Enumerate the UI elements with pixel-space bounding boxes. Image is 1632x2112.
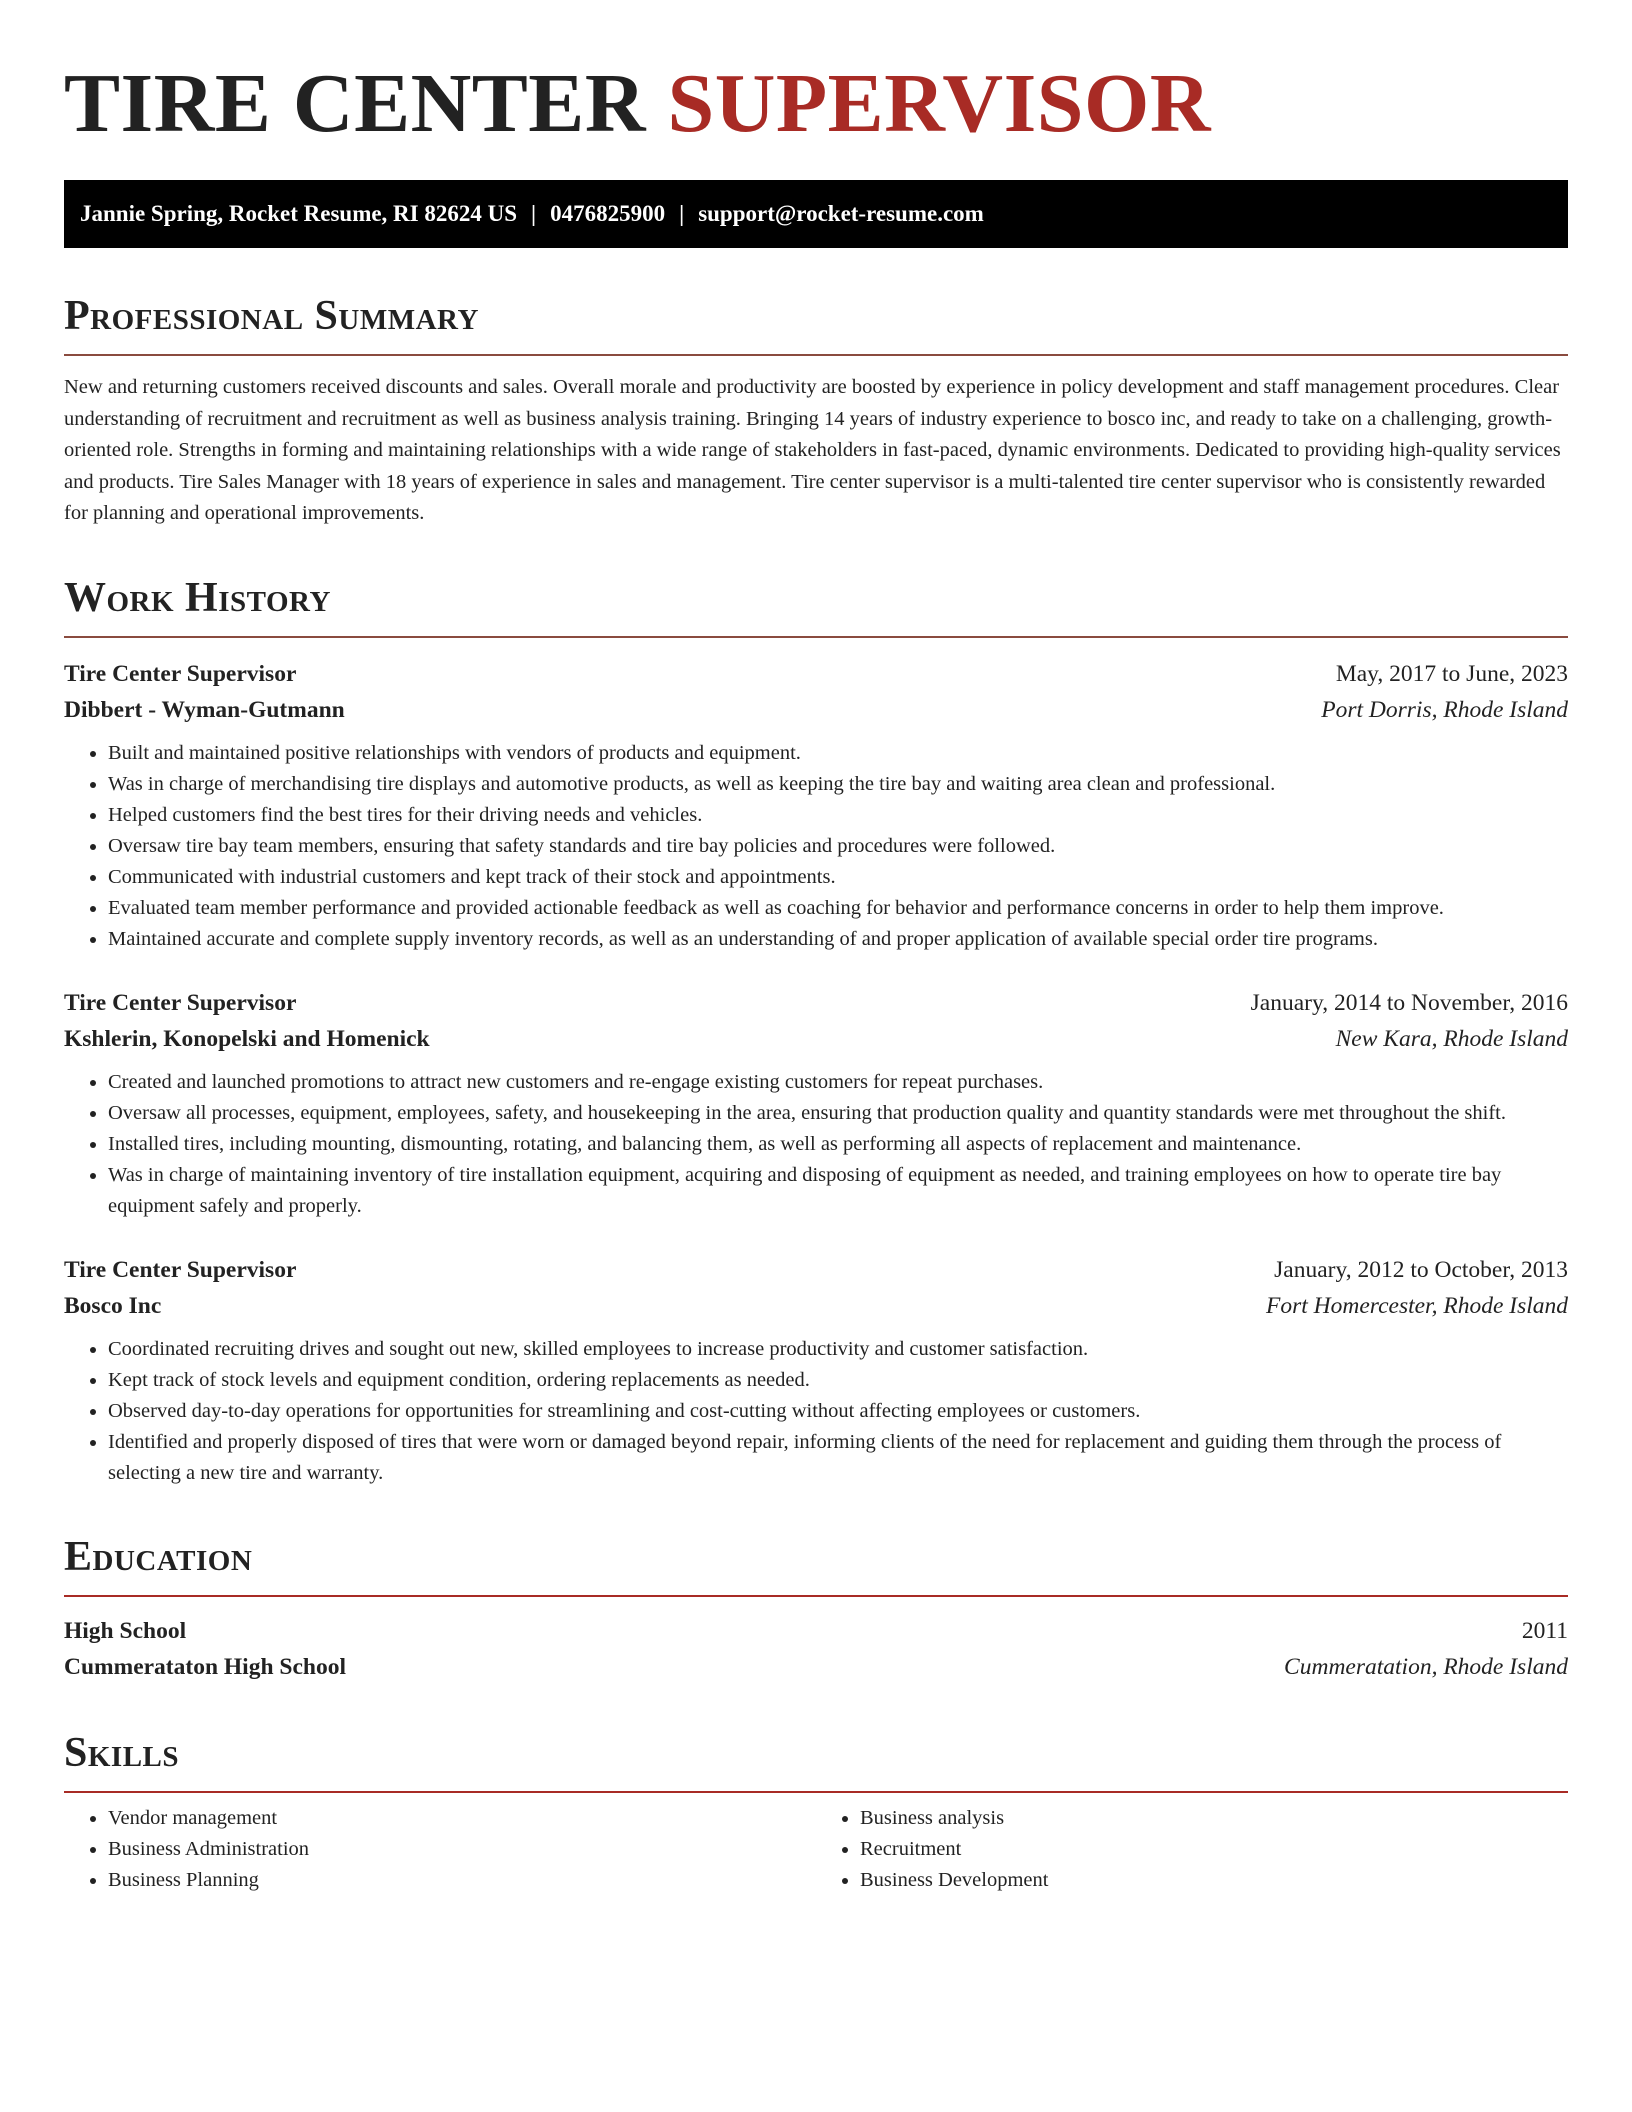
job-company: Dibbert - Wyman-Gutmann	[64, 696, 345, 723]
job-bullet: • Kept track of stock levels and equipment condition, ordering replacements as needed.	[108, 1365, 1568, 1396]
job-bullet: • Coordinated recruiting drives and sought out new, skilled employees to increase productivity and customer satisfaction.	[108, 1334, 1568, 1365]
education-degree: High School	[64, 1617, 187, 1644]
job-company: Bosco Inc	[64, 1292, 162, 1319]
job-title: Tire Center Supervisor	[64, 989, 297, 1016]
job-bullet: • Was in charge of maintaining inventory of tire installation equipment, acquiring and disposing of equipment as needed, and training employees on how to operate tire bay equipment safely and properly.	[108, 1160, 1568, 1222]
job-company: Kshlerin, Konopelski and Homenick	[64, 1025, 430, 1052]
job-location: Port Dorris, Rhode Island	[1321, 696, 1568, 723]
job-title: Tire Center Supervisor	[64, 1256, 297, 1283]
contact-separator: |	[679, 201, 685, 226]
skills-column-left	[64, 1803, 816, 1896]
education-entry	[64, 1613, 1568, 1685]
job-bullet: • Helped customers find the best tires for their driving needs and vehicles.	[108, 800, 1568, 831]
contact-phone: 0476825900	[550, 201, 666, 226]
summary-heading: Professional Summary	[64, 292, 1568, 356]
skills-column-right	[816, 1803, 1568, 1896]
job-bullets	[64, 738, 1568, 955]
job-bullet: • Installed tires, including mounting, dismounting, rotating, and balancing them, as well as performing all aspects of replacement and maintenance.	[108, 1129, 1568, 1160]
job-bullet: • Created and launched promotions to attract new customers and re-engage existing customers for repeat purchases.	[108, 1067, 1568, 1098]
job-bullet: • Identified and properly disposed of tires that were worn or damaged beyond repair, informing clients of the need for replacement and guiding them through the process of selecting a new tire and warranty.	[108, 1427, 1568, 1489]
job-dates: January, 2012 to October, 2013	[1274, 1256, 1568, 1283]
skill-item: • Vendor management	[108, 1803, 816, 1834]
skills-section	[64, 1729, 1568, 1896]
job-bullet: • Oversaw all processes, equipment, employees, safety, and housekeeping in the area, ensuring that production quality and quantity standards were met throughout the shift.	[108, 1098, 1568, 1129]
summary-section	[64, 292, 1568, 530]
contact-bar	[64, 180, 1568, 248]
summary-text: New and returning customers received discounts and sales. Overall morale and productivity are boosted by experience in policy development and staff management procedures. Clear understanding of recruitment and recruitment as well as business analysis training. Bringing 14 years of industry experience to bosco inc, and ready to take on a challenging, growth-oriented role. Strengths in forming and maintaining relationships with a wide range of stakeholders in fast-paced, dynamic environments. Dedicated to providing high-quality services and products. Tire Sales Manager with 18 years of experience in sales and management. Tire center supervisor is a multi-talented tire center supervisor who is consistently rewarded for planning and operational improvements.	[64, 376, 1561, 524]
job-bullet: • Oversaw tire bay team members, ensuring that safety standards and tire bay policies and procedures were followed.	[108, 831, 1568, 862]
skill-item: • Business Planning	[108, 1865, 816, 1896]
work-history-heading: Work History	[64, 574, 1568, 638]
job-bullet: • Maintained accurate and complete supply inventory records, as well as an understanding of and proper application of available special order tire programs.	[108, 924, 1568, 955]
job-dates: May, 2017 to June, 2023	[1335, 660, 1568, 687]
job-bullet: • Was in charge of merchandising tire displays and automotive products, as well as keeping the tire bay and waiting area clean and professional.	[108, 769, 1568, 800]
education-location: Cummeratation, Rhode Island	[1284, 1653, 1568, 1680]
resume-title	[64, 0, 1568, 152]
job-location: New Kara, Rhode Island	[1335, 1025, 1568, 1052]
job-bullets	[64, 1334, 1568, 1489]
education-section	[64, 1533, 1568, 1685]
title-accent: SUPERVISOR	[667, 57, 1211, 150]
job-bullet: • Observed day-to-day operations for opportunities for streamlining and cost-cutting without affecting employees or customers.	[108, 1396, 1568, 1427]
skills-columns	[64, 1803, 1568, 1896]
job-dates: January, 2014 to November, 2016	[1250, 989, 1568, 1016]
contact-separator: |	[531, 201, 537, 226]
job-title: Tire Center Supervisor	[64, 660, 297, 687]
skill-item: • Business Development	[860, 1865, 1568, 1896]
skill-item: • Recruitment	[860, 1834, 1568, 1865]
education-school: Cummerataton High School	[64, 1653, 346, 1680]
education-year: 2011	[1521, 1617, 1568, 1644]
job-location: Fort Homercester, Rhode Island	[1266, 1292, 1568, 1319]
job-entry	[64, 985, 1568, 1222]
education-heading: Education	[64, 1533, 1568, 1597]
contact-address: Jannie Spring, Rocket Resume, RI 82624 US	[80, 201, 518, 226]
job-bullet: • Built and maintained positive relationships with vendors of products and equipment.	[108, 738, 1568, 769]
job-bullets	[64, 1067, 1568, 1222]
job-entry	[64, 656, 1568, 955]
job-bullet: • Evaluated team member performance and provided actionable feedback as well as coaching for behavior and performance concerns in order to help them improve.	[108, 893, 1568, 924]
work-history-section	[64, 574, 1568, 1489]
skill-item: • Business Administration	[108, 1834, 816, 1865]
title-main: TIRE CENTER	[64, 57, 646, 150]
contact-email[interactable]: support@rocket-resume.com	[698, 201, 984, 226]
skills-heading: Skills	[64, 1729, 1568, 1793]
job-entry	[64, 1252, 1568, 1489]
skill-item: • Business analysis	[860, 1803, 1568, 1834]
job-bullet: • Communicated with industrial customers and kept track of their stock and appointments.	[108, 862, 1568, 893]
